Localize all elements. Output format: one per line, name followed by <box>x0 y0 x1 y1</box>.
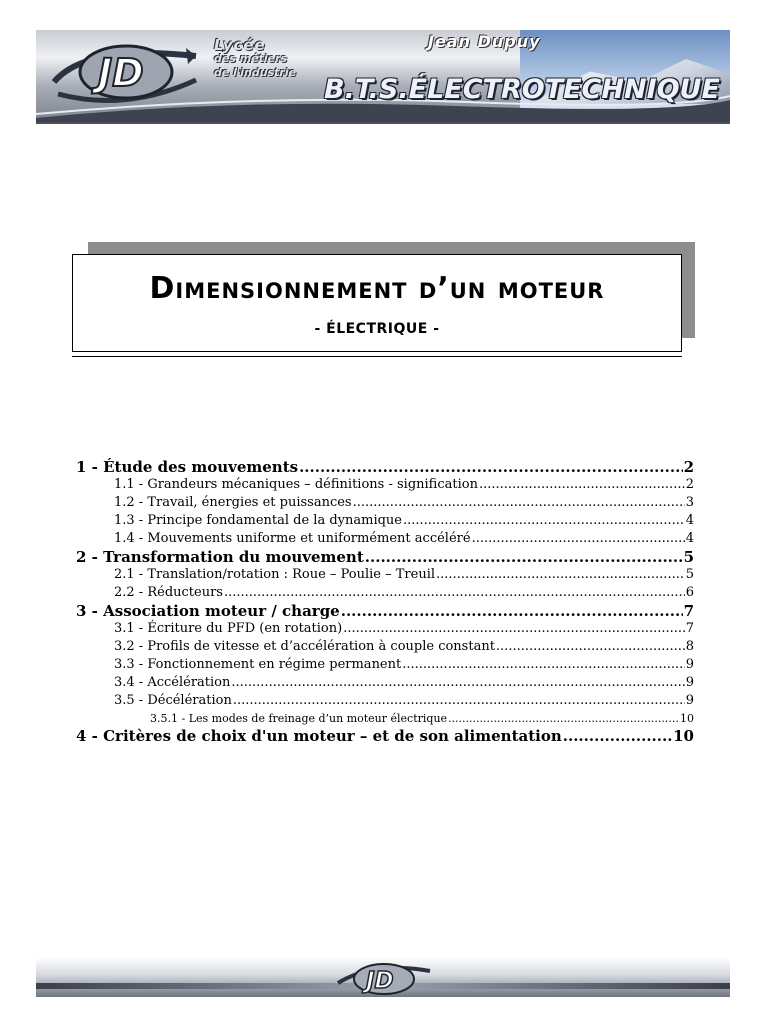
toc-dot-leader <box>448 710 679 727</box>
toc-dot-leader <box>472 530 685 548</box>
toc-entry-title: 4 - Critères de choix d'un moteur – et de son alimentation <box>76 727 562 745</box>
footer-banner <box>36 957 730 997</box>
toc-entry-title: 1.2 - Travail, énergies et puissances <box>114 495 352 510</box>
toc-entry-page: 7 <box>683 602 694 620</box>
toc-entry-title: 3.2 - Profils de vitesse et d’accélération à couple constant <box>114 639 495 654</box>
title-box <box>72 254 682 352</box>
toc-entry-title: 1.1 - Grandeurs mécaniques – définitions - signification <box>114 477 478 492</box>
toc-dot-leader <box>341 602 683 620</box>
toc-entry-title: 3.3 - Fonctionnement en régime permanent <box>114 657 402 672</box>
course-name: B.T.S.ÉLECTROTECHNIQUE <box>324 74 720 105</box>
toc-entry-page: 6 <box>685 585 694 600</box>
toc-entry-level2[interactable] <box>76 692 694 710</box>
header-banner <box>36 30 730 124</box>
toc-entry-page: 2 <box>685 477 694 492</box>
toc-entry-level2[interactable] <box>76 584 694 602</box>
toc-entry-page: 9 <box>685 675 694 690</box>
toc-dot-leader <box>231 674 684 692</box>
school-name-line1: Lycée <box>214 36 266 54</box>
toc-entry-level2[interactable] <box>76 476 694 494</box>
toc-entry-page: 3 <box>685 495 694 510</box>
toc-dot-leader <box>343 620 685 638</box>
toc-entry-title: 2.1 - Translation/rotation : Roue – Poulie – Treuil <box>114 567 436 582</box>
footer-logo-icon <box>334 959 434 997</box>
author-name: Jean Dupuy <box>428 32 541 51</box>
toc-dot-leader <box>365 548 683 566</box>
toc-entry-page: 7 <box>685 621 694 636</box>
toc-entry-page: 8 <box>685 639 694 654</box>
toc-dot-leader <box>402 656 684 674</box>
toc-entry-title: 2.2 - Réducteurs <box>114 585 223 600</box>
toc-entry-level1[interactable] <box>76 458 694 476</box>
toc-entry-title: 3.4 - Accélération <box>114 675 231 690</box>
toc-dot-leader <box>479 476 685 494</box>
toc-dot-leader <box>224 584 685 602</box>
toc-dot-leader <box>563 727 672 745</box>
toc-entry-title: 1.4 - Mouvements uniforme et uniformément accéléré <box>114 531 471 546</box>
table-of-contents <box>76 458 694 745</box>
toc-entry-level2[interactable] <box>76 530 694 548</box>
toc-entry-page: 4 <box>685 531 694 546</box>
toc-entry-level1[interactable] <box>76 602 694 620</box>
toc-entry-level2[interactable] <box>76 494 694 512</box>
toc-entry-level1[interactable] <box>76 727 694 745</box>
toc-entry-page: 5 <box>685 567 694 582</box>
toc-dot-leader <box>233 692 685 710</box>
toc-entry-level2[interactable] <box>76 638 694 656</box>
toc-entry-page: 9 <box>685 693 694 708</box>
toc-entry-page: 10 <box>680 712 694 725</box>
toc-entry-title: 1.3 - Principe fondamental de la dynamique <box>114 513 402 528</box>
document-subtitle: - ÉLECTRIQUE - <box>314 321 440 337</box>
document-title: Dimensionnement d’un moteur <box>149 271 605 306</box>
toc-dot-leader <box>436 566 685 584</box>
toc-entry-page: 10 <box>673 727 694 745</box>
toc-entry-level2[interactable] <box>76 620 694 638</box>
toc-entry-page: 4 <box>685 513 694 528</box>
toc-dot-leader <box>403 512 685 530</box>
toc-entry-title: 2 - Transformation du mouvement <box>76 548 364 566</box>
toc-entry-level2[interactable] <box>76 512 694 530</box>
school-name <box>214 38 296 80</box>
school-name-line3: de l'industrie <box>214 66 297 79</box>
toc-entry-page: 9 <box>685 657 694 672</box>
toc-dot-leader <box>299 458 682 476</box>
school-name-line2: des métiers <box>214 52 288 65</box>
toc-entry-page: 2 <box>683 458 694 476</box>
svg-text:JD: JD <box>366 968 394 994</box>
svg-text:JD: JD <box>98 51 144 95</box>
toc-entry-level2[interactable] <box>76 566 694 584</box>
toc-entry-page: 5 <box>683 548 694 566</box>
toc-entry-title: 3.5.1 - Les modes de freinage d’un moteur électrique <box>150 712 448 725</box>
toc-dot-leader <box>353 494 685 512</box>
toc-entry-level3[interactable] <box>76 710 694 727</box>
toc-entry-title: 3.1 - Écriture du PFD (en rotation) <box>114 621 343 636</box>
toc-entry-title: 1 - Étude des mouvements <box>76 458 299 476</box>
toc-entry-level2[interactable] <box>76 674 694 692</box>
school-logo-icon <box>46 34 211 114</box>
toc-dot-leader <box>496 638 685 656</box>
toc-entry-level1[interactable] <box>76 548 694 566</box>
toc-entry-title: 3 - Association moteur / charge <box>76 602 340 620</box>
toc-entry-level2[interactable] <box>76 656 694 674</box>
toc-entry-title: 3.5 - Décélération <box>114 693 232 708</box>
